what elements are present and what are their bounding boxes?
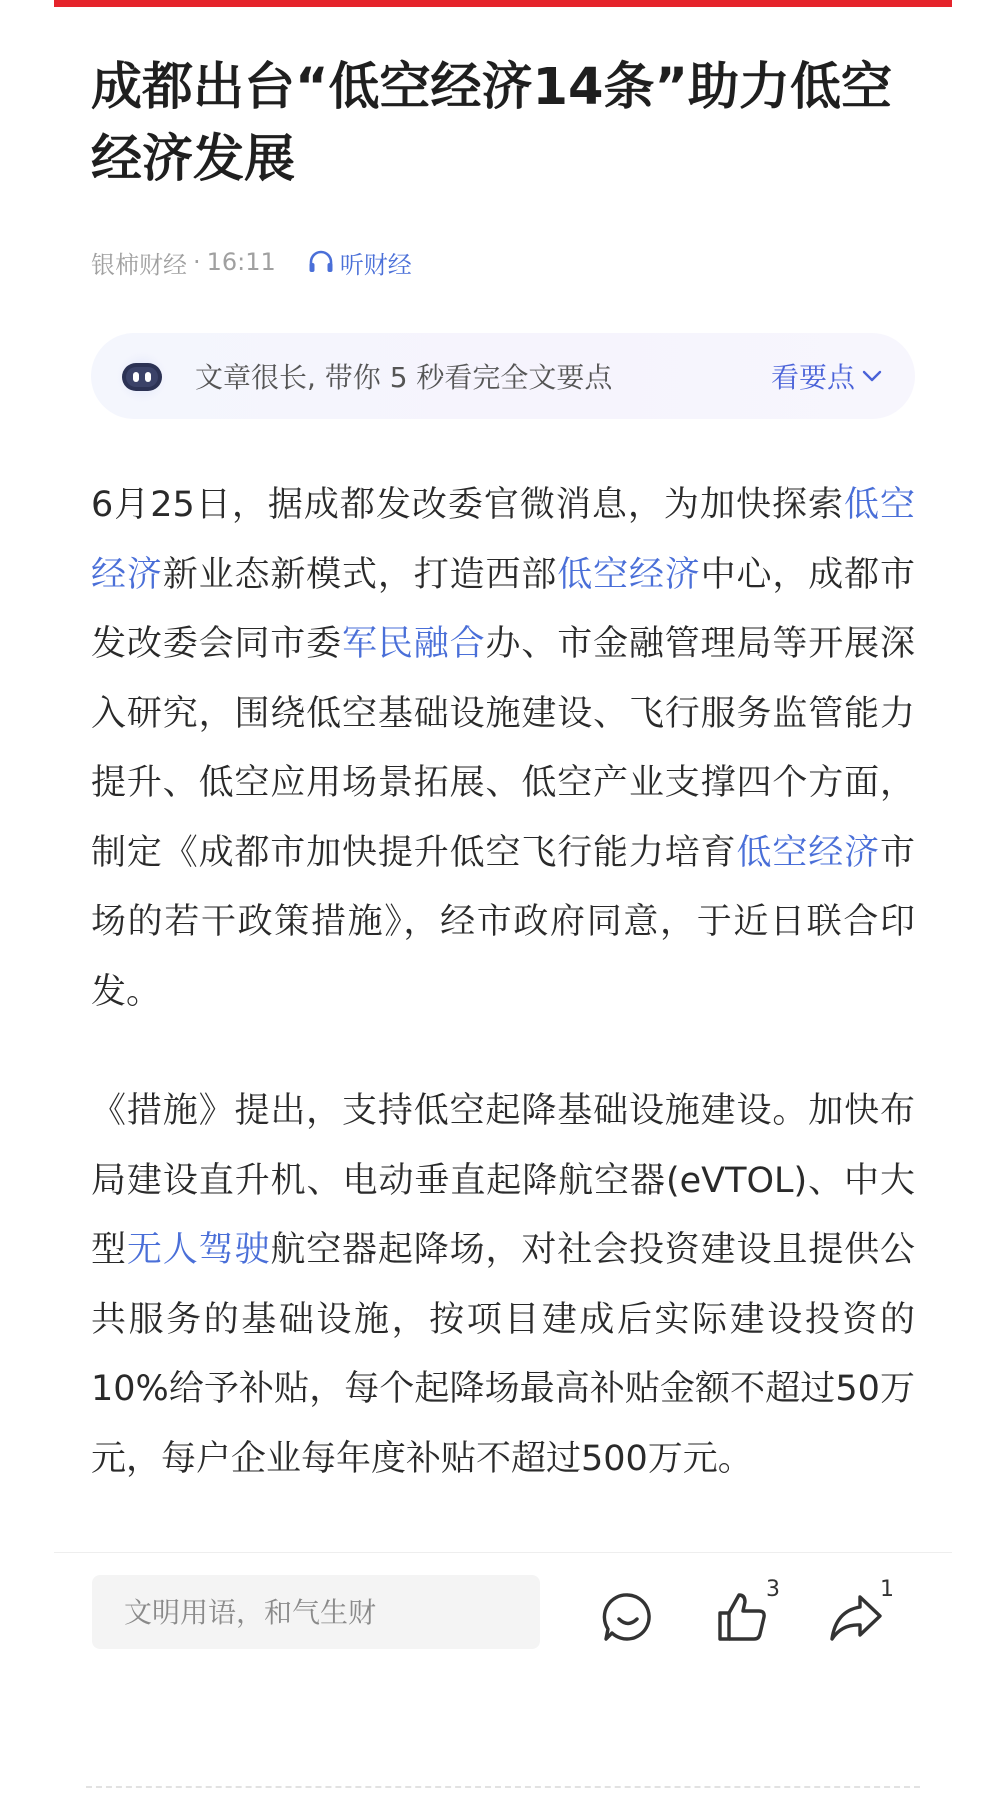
paragraph-text: 办、市金融管理局等开展深入研究，围绕低空基础设施建设、飞行服务监管能力提升、低空应用场景拓展、低空产业支撑四个方面，制定《成都市加快提升低空飞行能力培育 bbox=[91, 624, 915, 873]
summary-bar[interactable] bbox=[91, 333, 915, 419]
see-key-points-label: 看要点 bbox=[770, 361, 855, 394]
article-paragraph-2 bbox=[91, 1077, 915, 1494]
article-title: 成都出台“低空经济14条”助力低空经济发展 bbox=[91, 58, 893, 189]
share-icon bbox=[828, 1589, 884, 1645]
keyword-link-unmanned-driving[interactable]: 无人驾驶 bbox=[126, 1230, 271, 1270]
bottom-action-bar bbox=[54, 1552, 952, 1793]
share-button[interactable] bbox=[828, 1577, 894, 1645]
article-paragraph-1 bbox=[91, 471, 915, 1027]
keyword-link-low-altitude-economy[interactable]: 低空经济 bbox=[736, 832, 880, 873]
keyword-link-low-altitude-economy[interactable]: 低空经济 bbox=[91, 485, 915, 595]
article-time: 16:11 bbox=[206, 248, 276, 276]
chevron-down-icon bbox=[861, 369, 883, 383]
listen-button[interactable] bbox=[308, 245, 412, 280]
article-content bbox=[91, 52, 915, 1544]
comment-icon bbox=[600, 1589, 656, 1645]
like-count: 3 bbox=[766, 1577, 780, 1602]
article-source: 银柿财经 bbox=[91, 250, 187, 279]
see-key-points-button[interactable] bbox=[771, 356, 883, 396]
listen-label: 听财经 bbox=[339, 250, 412, 279]
paragraph-text: 中心，成都市发改委会同市委 bbox=[91, 554, 915, 664]
keyword-link-military-civil-fusion[interactable]: 军民融合 bbox=[342, 624, 486, 664]
paragraph-text: 新业态新模式，打造西部 bbox=[162, 554, 558, 595]
article-meta bbox=[91, 246, 915, 278]
paragraph-text: 航空器起降场，对社会投资建设且提供公共服务的基础设施，按项目建成后实际建设投资的10%给予补贴，每个起降场最高补贴金额不超过50万元，每户企业每年度补贴不超过500万元。 bbox=[91, 1230, 915, 1479]
robot-assistant-icon bbox=[115, 349, 169, 403]
paragraph-text: 市场的若干政策措施》，经市政府同意，于近日联合印发。 bbox=[91, 832, 915, 1012]
meta-separator: · bbox=[193, 248, 201, 276]
headphones-icon bbox=[308, 250, 334, 274]
paragraph-text: 《措施》提出，支持低空起降基础设施建设。加快布局建设直升机、电动垂直起降航空器(eVTOL)、中大型 bbox=[91, 1091, 915, 1270]
bottom-dashed-divider bbox=[86, 1786, 920, 1788]
share-count: 1 bbox=[880, 1577, 894, 1602]
thumbs-up-icon bbox=[714, 1589, 770, 1645]
article-body bbox=[91, 471, 915, 1494]
comment-input[interactable] bbox=[92, 1575, 540, 1649]
paragraph-text: 6月25日，据成都发改委官微消息，为加快探索 bbox=[91, 485, 844, 525]
summary-prompt-text: 文章很长, 带你 5 秒看完全文要点 bbox=[195, 361, 613, 394]
keyword-link-low-altitude-economy[interactable]: 低空经济 bbox=[557, 554, 701, 595]
comment-button[interactable] bbox=[600, 1589, 656, 1645]
like-button[interactable] bbox=[714, 1577, 780, 1645]
